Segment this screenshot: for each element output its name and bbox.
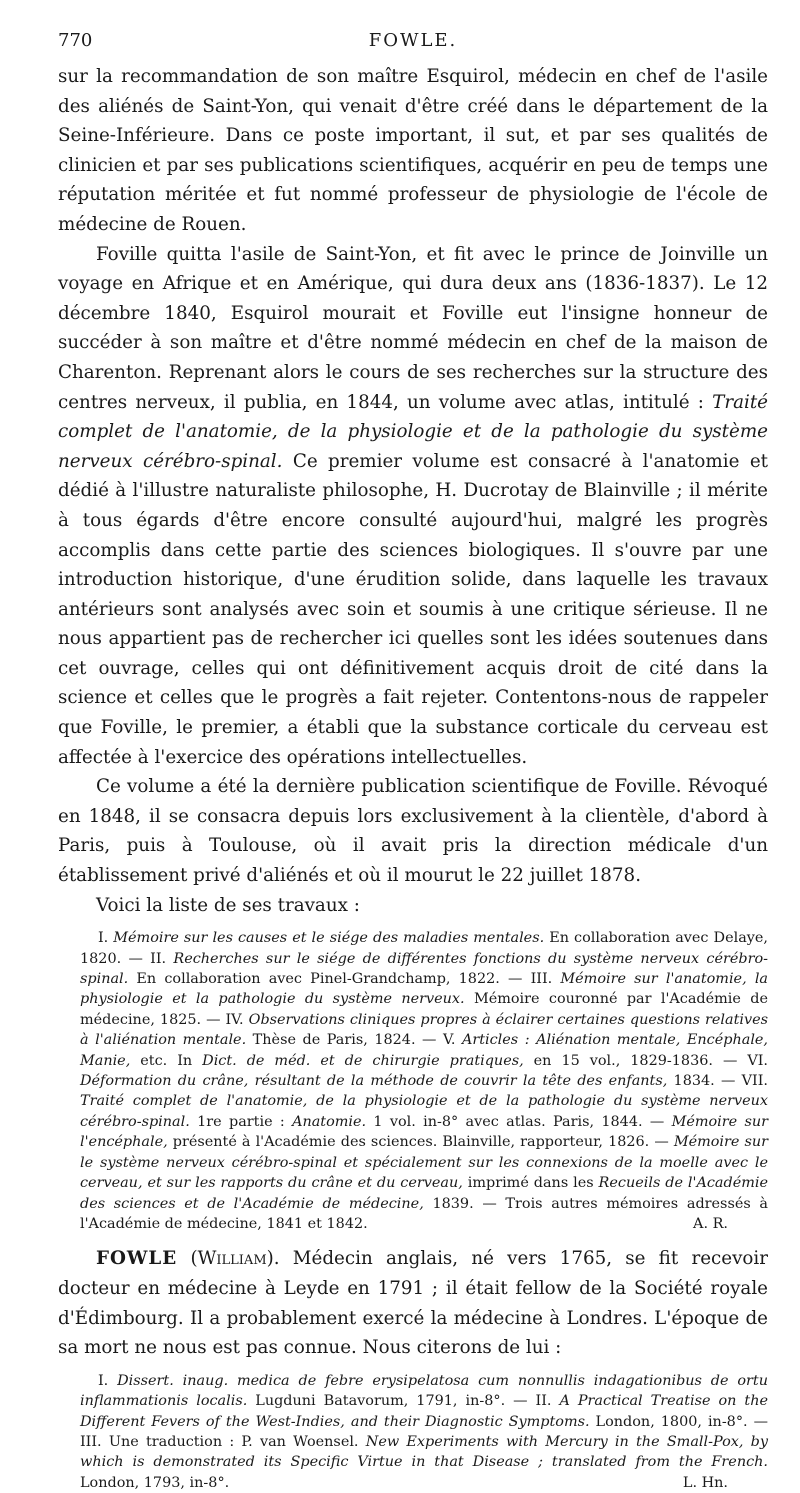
work-title: Recherches sur le siége de différentes fonctions du système nerveux cérébro-spinal. bbox=[80, 950, 768, 988]
paragraph-2-text-after: Ce premier volume est consacré à l'anatomie et dédié à l'illustre naturaliste philosophe, H. Ducrotay de Blainville ; il mérite à tous égards d'être encore consulté aujourd'hui, malgré les progrès accomplis dans cette partie des sciences biologiques. Il s'ouvre par une introduction historique, d'une érudition solide, dans laquelle les travaux antérieurs sont analysés avec soin et soumis à une critique sérieuse. Il ne nous appartient pas de rechercher ici quelles sont les idées soutenues dans cet ouvrage, celles qui ont définitivement acquis droit de cité dans la science et celles que le progrès a fait rejeter. Contentons-nous de rappeler que Foville, le premier, a établi que la substance corticale du cerveau est affectée à l'exercice des opérations intellectuelles. bbox=[58, 450, 768, 768]
work-title: Déformation du crâne, résultant de la méthode de couvrir la tête des enfants, bbox=[80, 1073, 668, 1090]
fowle-forename: (William). bbox=[190, 1248, 280, 1270]
fowle-headword: FOWLE bbox=[96, 1248, 178, 1270]
page-header bbox=[58, 30, 768, 58]
work-title: Mémoire sur le système nerveux cérébro-spinal et spécialement sur les connexions de la moelle avec le cerveau, et sur les rapports du crâne et du cerveau, bbox=[80, 1134, 769, 1192]
foville-paragraph-1: sur la recommandation de son maître Esquirol, médecin en chef de l'asile des aliénés de Saint-Yon, qui venait d'être créé dans le département de la Seine-Inférieure. Dans ce poste important, il sut, et par ses qualités de clinicien et par ses publications scientifiques, acquérir en peu de temps une réputation méritée et fut nommé professeur de physiologie de l'école de médecine de Rouen. bbox=[58, 66, 768, 235]
work-details: présenté à l'Académie des sciences. Blainville, rapporteur, 1826. — bbox=[167, 1134, 674, 1151]
work-num: I. bbox=[98, 930, 114, 947]
work-num: V. bbox=[442, 1032, 462, 1049]
work-title: Mémoire sur l'anatomie, la physiologie et la pathologie du système nerveux. bbox=[80, 971, 769, 1008]
running-head: FOWLE. bbox=[368, 30, 458, 51]
work-title: Dict. de méd. et de chirurgie pratiques, bbox=[202, 1052, 524, 1069]
work-num: II. bbox=[535, 1393, 560, 1410]
work-details: en 15 vol., 1829-1836. — bbox=[523, 1052, 748, 1069]
work-details: London, 1800, in-8°. — bbox=[589, 1413, 768, 1430]
work-title: Traité complet de l'anatomie, de la physiologie et de la pathologie du système nerveux cérébro-spinal. bbox=[80, 1093, 768, 1130]
work-details: 1 vol. in-8° avec atlas. Paris, 1844. — bbox=[366, 1113, 672, 1130]
work-title: Mémoire sur l'encéphale, bbox=[80, 1113, 768, 1151]
paragraph-2-text-before: Foville quitta l'asile de Saint-Yon, et fit avec le prince de Joinville un voyage en Afrique et en Amérique, qui dura deux ans (1836-1837). Le 12 décembre 1840, Esquirol mourait et Foville eut l'insigne honneur de succéder à son maître et d'être nommé médecin en chef de la maison de Charenton. Reprenant alors le cours de ses recherches sur la structure des centres nerveux, il publia, en 1844, un volume avec atlas, intitulé : bbox=[58, 243, 768, 413]
fowle-biography: Médecin anglais, né vers 1765, se fit recevoir docteur en médecine à Leyde en 1791 ; il était fellow de la Société royale d'Édimbourg. Il a probablement exercé la médecine à Londres. L'époque de sa mort ne nous est pas connue. Nous citerons de lui : bbox=[58, 1248, 768, 1359]
work-details: En collaboration avec Pinel-Grandchamp, 1822. — bbox=[128, 971, 531, 988]
work-title: Observations cliniques propres à éclairer certaines questions relatives à l'aliénation mentale. bbox=[80, 1011, 768, 1049]
foville-paragraph-2 bbox=[58, 240, 768, 773]
work-num: III. bbox=[530, 971, 561, 988]
work-num: II. bbox=[150, 950, 174, 967]
work-title: Dissert. inaug. medica de febre erysipelatosa cum nonnullis indagationibus de ortu inflammationis localis. bbox=[80, 1372, 768, 1410]
work-details: Une traduction : P. van Woensel. bbox=[108, 1433, 366, 1450]
foville-signature: A. R. bbox=[693, 1215, 728, 1232]
work-title: Articles : Aliénation mentale, Encéphale, Manie, bbox=[80, 1032, 769, 1069]
work-details: London, 1793, in-8°. bbox=[80, 1474, 230, 1491]
work-details: 1834. — bbox=[667, 1073, 742, 1090]
foville-paragraph-3: Ce volume a été la dernière publication scientifique de Foville. Révoqué en 1848, il se consacra depuis lors exclusivement à la clientèle, d'abord à Paris, puis à Toulouse, où il avait pris la direction médicale d'un établissement privé d'aliénés et où il mourut le 22 juillet 1878. bbox=[58, 776, 768, 887]
work-details: etc. In bbox=[130, 1052, 203, 1069]
work-num: I. bbox=[98, 1372, 118, 1389]
work-title: Mémoire sur les causes et le siége des maladies mentales. bbox=[113, 930, 545, 947]
treatise-title: Traité complet de l'anatomie, de la physiologie et de la pathologie du système nerveux cérébro-spinal. bbox=[58, 391, 768, 472]
fowle-works-list bbox=[58, 1371, 768, 1493]
work-num: VI. bbox=[747, 1052, 768, 1069]
work-details: 1839. — Trois autres mémoires adressés à l'Académie de médecine, 1841 et 1842. bbox=[80, 1195, 768, 1232]
work-num: IV. bbox=[225, 1011, 249, 1028]
fowle-entry bbox=[58, 1244, 768, 1362]
foville-works-intro: Voici la liste de ses travaux : bbox=[96, 894, 360, 916]
work-num: VII. bbox=[741, 1073, 768, 1090]
work-details: Mémoire couronné par l'Académie de médecine, 1825. — bbox=[80, 991, 768, 1028]
page-body bbox=[58, 62, 768, 1493]
work-title: A Practical Treatise on the Different Fevers of the West-Indies, and their Diagnostic Symptoms. bbox=[80, 1393, 768, 1430]
work-title: Recueils de l'Académie des sciences et de l'Académie de médecine, bbox=[80, 1175, 768, 1212]
work-details: Lugduni Batavorum, 1791, in-8°. — bbox=[247, 1393, 536, 1410]
fowle-signature: L. Hn. bbox=[682, 1474, 728, 1491]
page-number: 770 bbox=[58, 30, 93, 51]
work-title: New Experiments with Mercury in the Small-Pox, by which is demonstrated its Specific Virtue in that Disease ; translated from the French. bbox=[80, 1433, 768, 1471]
work-title: Anatomie. bbox=[292, 1113, 367, 1130]
work-details: Thèse de Paris, 1824. — bbox=[246, 1032, 443, 1049]
foville-works-list bbox=[58, 928, 768, 1234]
work-details: En collaboration avec Delaye, 1820. — bbox=[80, 930, 768, 967]
work-details: imprimé dans les bbox=[462, 1175, 599, 1192]
work-details: 1re partie : bbox=[189, 1113, 293, 1130]
work-num: III. bbox=[80, 1433, 109, 1450]
